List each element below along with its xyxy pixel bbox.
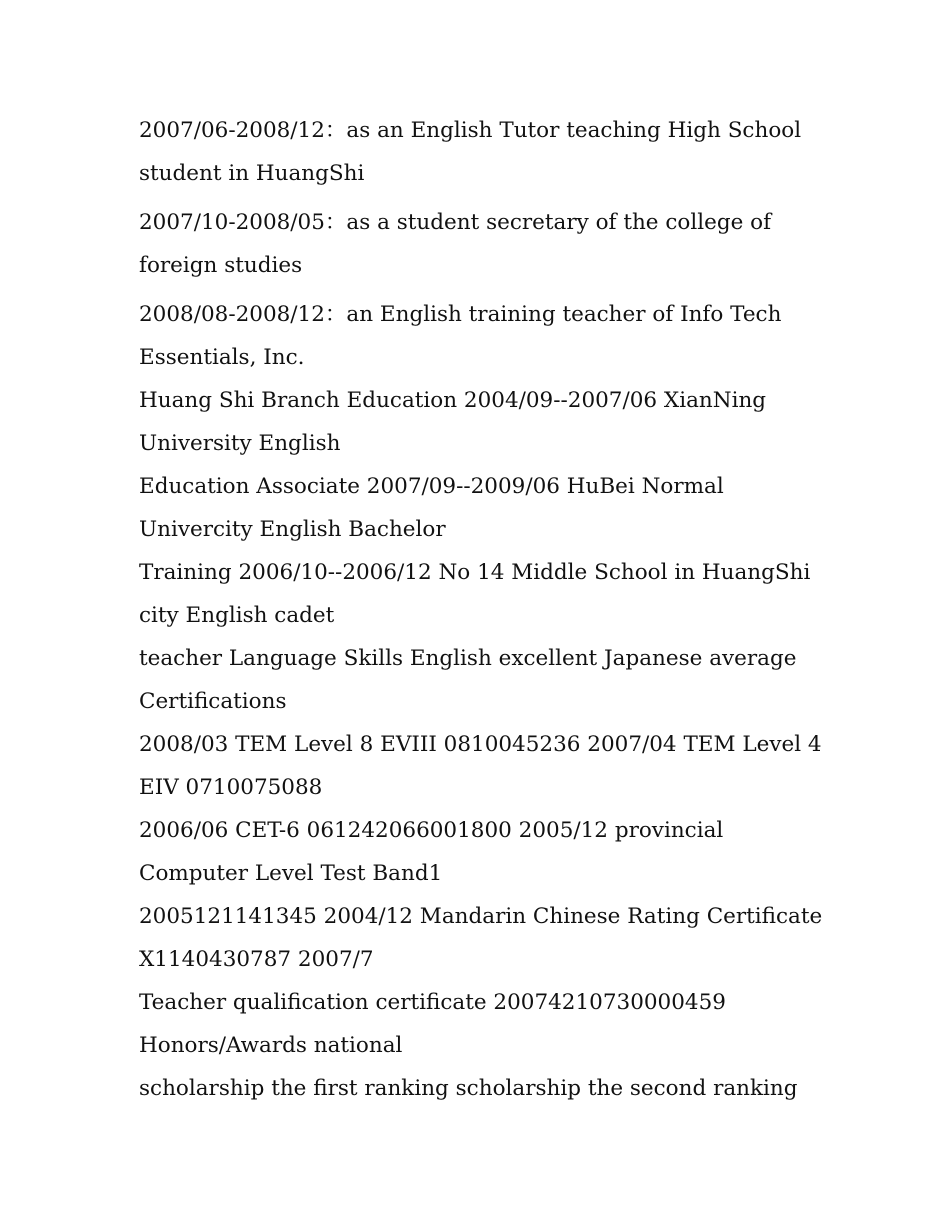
paragraph-education-hubei: Education Associate 2007/09--2009/06 HuBei Normal Univercity English Bachelor bbox=[139, 474, 724, 542]
paragraph-language-skills: teacher Language Skills English excellent Japanese average Certifications bbox=[139, 646, 797, 714]
paragraph-experience-secretary: 2007/10-2008/05：as a student secretary of the college of foreign studies bbox=[139, 210, 772, 278]
document-page bbox=[139, 109, 829, 1110]
paragraph-scholarships: scholarship the first ranking scholarship the second ranking bbox=[139, 1076, 798, 1101]
paragraph-certification-mandarin: 2005121141345 2004/12 Mandarin Chinese Rating Certificate X1140430787 2007/7 bbox=[139, 904, 823, 972]
paragraph-education-xianning: Huang Shi Branch Education 2004/09--2007/06 XianNing University English bbox=[139, 388, 767, 456]
paragraph-honors-heading: Honors/Awards national bbox=[139, 1033, 403, 1058]
paragraph-experience-tutor: 2007/06-2008/12：as an English Tutor teaching High School student in HuangShi bbox=[139, 118, 802, 186]
paragraph-experience-training-teacher: 2008/08-2008/12：an English training teacher of Info Tech Essentials, Inc. bbox=[139, 302, 782, 370]
paragraph-certification-cet: 2006/06 CET-6 061242066001800 2005/12 provincial Computer Level Test Band1 bbox=[139, 818, 724, 886]
paragraph-certification-tem: 2008/03 TEM Level 8 EVIII 0810045236 2007/04 TEM Level 4 EIV 0710075088 bbox=[139, 732, 822, 800]
paragraph-training-middle-school: Training 2006/10--2006/12 No 14 Middle School in HuangShi city English cadet bbox=[139, 560, 811, 628]
paragraph-teacher-qualification: Teacher qualification certificate 20074210730000459 bbox=[139, 990, 726, 1015]
